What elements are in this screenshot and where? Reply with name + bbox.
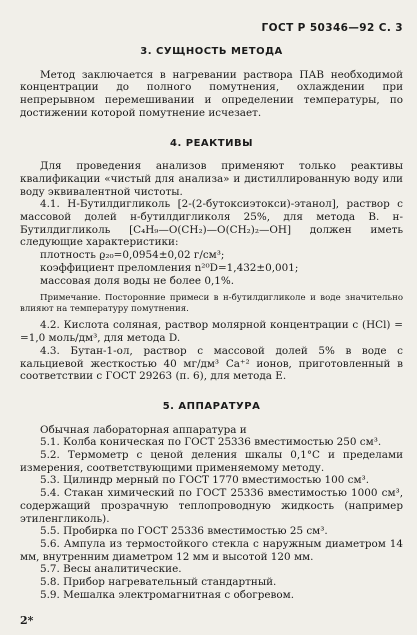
item-4-3: 4.3. Бутан-1-ол, раствор с массовой долей 5% в воде с кальциевой жесткостью 40 мг/дм³ Ca⁺² ионов, приготовленный в соответствии с ГОСТ 29263 (п. 6), для метода Е. xyxy=(20,344,403,383)
note: Примечание. Посторонние примеси в н-бутилдигликоле и воде значительно влияют на температуру помутнения. xyxy=(20,293,403,314)
item-5-1: 5.1. Колба коническая по ГОСТ 25336 вместимостью 250 см³. xyxy=(40,436,382,449)
section-5-intro: Обычная лабораторная аппаратура и xyxy=(40,423,247,436)
item-4-2: 4.2. Кислота соляная, раствор молярной концентрации с (HCl) = =1,0 моль/дм³, для метода D. xyxy=(20,319,403,345)
item-5-8: 5.8. Прибор нагревательный стандартный. xyxy=(40,576,277,589)
section-4-title: 4. РЕАКТИВЫ xyxy=(170,137,253,149)
page-footer: 2* xyxy=(20,614,34,627)
section-3-title: 3. СУЩНОСТЬ МЕТОДА xyxy=(140,46,283,57)
item-5-7: 5.7. Весы аналитические. xyxy=(40,563,182,576)
item-4-1: 4.1. Н-Бутилдигликоль [2-(2-бутоксиэтокси)-этанол], раствор с массовой долей н-бутилдигликоля 25%, для метода В. н-Бутилдигликоль [C₄H₉—O(CH₂)—O(CH₂)₂—OH] должен иметь следующие характеристики: xyxy=(20,198,403,249)
item-5-9: 5.9. Мешалка электромагнитная с обогревом. xyxy=(40,588,295,601)
section-4-intro: Для проведения анализов применяют только реактивы квалификации «чистый для анализа» и дистиллированную воду или воду эквивалентной чистоты. xyxy=(20,160,403,198)
page-header: ГОСТ Р 50346—92 С. 3 xyxy=(261,22,403,34)
item-5-4: 5.4. Стакан химический по ГОСТ 25336 вместимостью 1000 см³, содержащий прозрачную теплопроводную жидкость (например этиленгликоль). xyxy=(20,487,403,525)
refraction-line: коэффициент преломления n²⁰D=1,432±0,001; xyxy=(40,261,299,274)
item-5-2: 5.2. Термометр с ценой деления шкалы 0,1°C и пределами измерения, соответствующими применяемому методу. xyxy=(20,449,403,474)
document-body xyxy=(20,46,403,602)
item-5-6: 5.6. Ампула из термостойкого стекла с наружным диаметром 14 мм, внутренним диаметром 12 мм и высотой 120 мм. xyxy=(20,537,403,563)
density-line: плотность ϱ₂₀=0,0954±0,02 г/см³; xyxy=(40,249,225,262)
section-5-title: 5. АППАРАТУРА xyxy=(162,400,261,412)
item-5-3: 5.3. Цилиндр мерный по ГОСТ 1770 вместимостью 100 см³. xyxy=(40,474,370,487)
section-3-text: Метод заключается в нагревании раствора ПАВ необходимой концентрации до полного помутнения, охлаждении при непрерывном перемешивании и определении температуры, по достижении которой помутнение исчезает. xyxy=(20,68,403,119)
item-5-5: 5.5. Пробирка по ГОСТ 25336 вместимостью 25 см³. xyxy=(40,525,328,538)
water-line: массовая доля воды не более 0,1%. xyxy=(40,274,235,287)
